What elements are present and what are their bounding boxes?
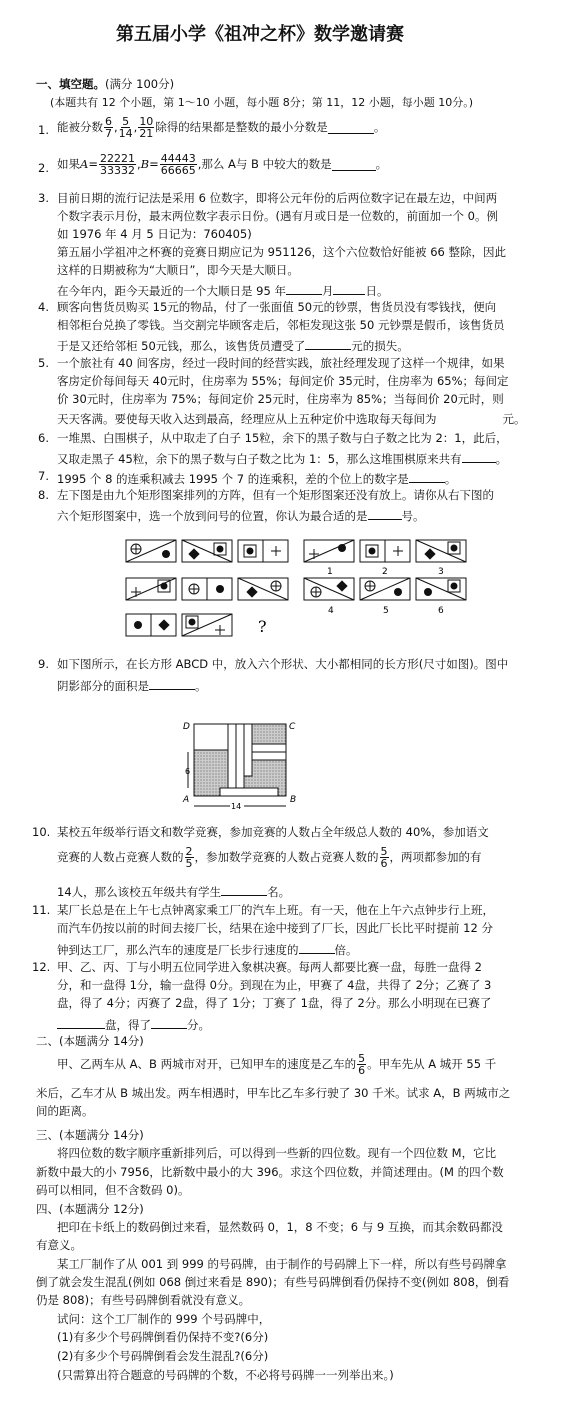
option-1[interactable] — [304, 540, 354, 562]
q3-line — [57, 283, 388, 298]
q9-line — [57, 678, 207, 693]
q11-l3b: 倍。 — [334, 943, 358, 957]
pattern-cell — [126, 614, 176, 636]
q2-text: 如果 A = $\frac{22221}{33332}$ , B = $\frac{44443}{66665}$ ,那么 A与 B 中较大的数是 。 — [57, 152, 388, 177]
page-title: 第五届小学《祖冲之杯》数学邀请赛 — [116, 24, 404, 45]
option-4[interactable] — [304, 578, 354, 600]
answer-blank[interactable] — [332, 158, 376, 171]
q8-l2b: 号。 — [401, 509, 425, 523]
q2-number: 2. — [38, 161, 49, 175]
q11-line — [57, 942, 358, 957]
fraction-2-5: $\frac{2}{5}$ — [185, 845, 193, 870]
answer-blank[interactable] — [462, 451, 496, 463]
answer-blank[interactable] — [57, 1017, 105, 1029]
fraction-10-21: $\frac{10}{21}$ — [139, 115, 154, 140]
q12-number: 12. — [32, 960, 51, 974]
q3-line: 这样的日期被称为“大顺日”，即今天是大顺日。 — [57, 263, 299, 277]
q7-number: 7. — [38, 469, 49, 483]
option-label: 6 — [438, 606, 444, 616]
option-label: 2 — [382, 567, 388, 577]
question-mark: ? — [258, 617, 267, 636]
s3-line: 码可以相同，但不含数码 0)。 — [36, 1183, 190, 1197]
var-b: B — [140, 156, 150, 171]
q3-l6b: 月 — [321, 284, 334, 298]
fraction-5-14: $\frac{5}{14}$ — [118, 115, 133, 140]
option-5[interactable] — [360, 578, 410, 600]
q12-line — [57, 1017, 210, 1032]
s4-line: 试问：这个工厂制作的 999 个号码牌中， — [57, 1312, 271, 1326]
section-3-heading: 三、(本题满分 14分) — [36, 1128, 144, 1142]
section-4-heading: 四、(本题满分 12分) — [36, 1202, 144, 1216]
answer-blank[interactable] — [149, 678, 195, 690]
s4-line: 某工厂制作了从 001 到 999 的号码牌，由于制作的号码牌上下一样，所以有些号码牌拿 — [57, 1257, 507, 1271]
pattern-cell — [182, 578, 232, 600]
q9-line: 如下图所示，在长方形 ABCD 中，放入六个形状、大小都相同的长方形(尺寸如图)。图中 — [57, 657, 509, 671]
q12-line: 甲、乙、丙、丁与小明五位同学进入象棋决赛。每两人都要比赛一盘，每胜一盘得 2 — [57, 960, 482, 974]
s2-l1b: 。甲车先从 A 城开 55 千 — [367, 1056, 497, 1071]
q4-line: 相邻柜台兑换了零钱。当交割完毕顾客走后，邻柜发现这张 50 元钞票是假币，该售货员 — [57, 318, 505, 332]
q10-number: 10. — [32, 825, 51, 839]
fraction-a: $\frac{22221}{33332}$ — [99, 152, 135, 177]
answer-blank[interactable] — [221, 884, 267, 896]
q9-l2b: 。 — [195, 679, 207, 693]
q12-l4a: 盘，得了 — [105, 1018, 151, 1032]
q2-post: ,那么 A与 B 中较大的数是 — [197, 156, 332, 171]
pattern-cell — [182, 614, 232, 636]
equals: = — [149, 156, 159, 171]
option-label: 4 — [328, 606, 334, 616]
s4-line: (2)有多少个号码牌倒看会发生混乱?(6分) — [57, 1349, 269, 1363]
equals: = — [88, 156, 98, 171]
answer-blank[interactable] — [286, 283, 322, 295]
q5-l4a: 天天客满。要使每天收入达到最高，经理应从上五种定价中选取每天每间为 — [57, 412, 437, 426]
q1-number: 1. — [38, 123, 49, 137]
q1-end: 。 — [373, 119, 386, 134]
section-1-score: (满分 100分) — [105, 77, 175, 91]
q3-line: 如 1976 年 4 月 5 日记为：760405) — [57, 227, 252, 241]
fraction-b: $\frac{44443}{66665}$ — [160, 152, 196, 177]
label-6: 6 — [185, 767, 191, 776]
s2-l1a: 甲、乙两车从 A、B 两城市对开，已知甲车的速度是乙车的 — [57, 1056, 357, 1071]
section-1-note: (本题共有 12 个小题，第 1～10 小题，每小题 8分；第 11，12 小题，每小题 10分。) — [50, 96, 474, 109]
q11-l3a: 钟到达工厂，那么汽车的速度是厂长步行速度的 — [57, 943, 299, 957]
q9-number: 9. — [38, 657, 49, 671]
answer-blank[interactable] — [151, 1017, 187, 1029]
var-a: A — [80, 156, 89, 171]
q8-line: 左下图是由九个矩形图案排列的方阵，但有一个矩形图案还没有放上。请你从右下图的 — [57, 488, 494, 502]
option-label: 1 — [327, 567, 333, 577]
q10-l2b: ，参加数学竞赛的人数占竞赛人数的 — [194, 849, 379, 864]
label-14: 14 — [231, 802, 242, 811]
q3-l6c: 日。 — [365, 284, 389, 298]
q1-post: 除得的结果都是整数的最小分数是 — [155, 119, 328, 134]
q4-number: 4. — [38, 300, 49, 314]
q12-line: 盘，得了 4分；丙赛了 2盘，得了 1分；丁赛了 1盘，得了 2分。那么小明现在已赛了 — [57, 996, 492, 1010]
answer-blank[interactable] — [333, 283, 365, 295]
q4-l3b: 元的损失。 — [351, 339, 409, 353]
q5-line: 客房定价每间每天 40元时，住房率为 55%；每间定价 35元时，住房率为 65%；每间定 — [57, 374, 509, 388]
q3-line: 目前日期的流行记法是采用 6 位数字，即将公元年份的后两位数字记在最左边，中间两 — [57, 191, 498, 205]
pattern-cell — [238, 578, 288, 600]
q3-line: 第五届小学祖冲之杯赛的竞赛日期应记为 951126，这个六位数恰好能被 66 整除，因此 — [57, 245, 506, 259]
section-2-heading: 二、(本题满分 14分) — [36, 1034, 144, 1048]
pattern-cell — [126, 540, 176, 562]
s2-line: 间的距离。 — [36, 1104, 94, 1118]
q4-line: 顾客向售货员购买 15元的物品，付了一张面值 50元的钞票，售货员没有零钱找，便向 — [57, 300, 497, 314]
answer-blank[interactable] — [409, 471, 445, 483]
q5-line: 一个旅社有 40 间客房，经过一段时间的经营实践，旅社经理发现了这样一个规律，如果 — [57, 356, 505, 370]
q10-l3b: 名。 — [267, 885, 291, 899]
q5-l4b: 元。 — [502, 412, 526, 426]
q11-line: 而汽车仍按以前的时间去接厂长，结果在途中接到了厂长，因此厂长比平时提前 12 分 — [57, 921, 493, 935]
q11-line: 某厂长总是在上午七点钟离家乘工厂的汽车上班。有一天，他在上午六点钟步行上班， — [57, 903, 494, 917]
q1-text: 能被分数 $\frac{6}{7}$ , $\frac{5}{14}$ , $\frac{10}{21}$ 除得的结果都是整数的最小分数是 。 — [57, 115, 386, 140]
s4-line: 倒了就会发生混乱(例如 068 倒过来看是 890)；有些号码牌倒看仍保持不变(例如 808，倒看 — [36, 1275, 510, 1289]
pattern-cell — [182, 540, 232, 562]
s4-line: 仍是 808)；有些号码牌倒看就没有意义。 — [36, 1293, 251, 1307]
q10-line — [57, 884, 290, 899]
q7-end: 。 — [444, 472, 457, 486]
q9-l2a: 阴影部分的面积是 — [57, 679, 149, 693]
q6-line — [57, 451, 507, 466]
fraction-5-6: $\frac{5}{6}$ — [380, 845, 388, 870]
s4-line: 有意义。 — [36, 1238, 82, 1252]
q5-line: 价 30元时，住房率为 75%；每间定价 25元时，住房率为 85%；当每间价 20元时，则 — [57, 392, 504, 406]
q12-line: 分，和一盘得 1分，输一盘得 0分。到现在为止，甲赛了 4盘，共得了 2分；乙赛了 3 — [57, 978, 492, 992]
q10-line — [57, 846, 482, 869]
rectangle-figure — [176, 716, 306, 812]
label-a: A — [183, 795, 190, 805]
q3-line: 个数字表示月份，最末两位数字表示日份。(遇有月或日是一位数的，前面加一个 0。例 — [57, 209, 498, 223]
label-b: B — [290, 795, 297, 805]
q2-pre: 如果 — [57, 156, 80, 171]
answer-blank[interactable] — [368, 508, 402, 520]
q7-line — [57, 471, 456, 486]
option-2[interactable] — [360, 540, 410, 562]
q4-l3a: 于是又还给邻柜 50元钱，那么，该售货员遭受了 — [57, 339, 306, 353]
s2-line: 米后，乙车才从 B 城出发。两车相遇时，甲车比乙车多行驶了 30 千米。试求 A，B 两城市之 — [36, 1086, 511, 1100]
section-1-heading — [36, 79, 174, 91]
q5-number: 5. — [38, 356, 49, 370]
q6-number: 6. — [38, 431, 49, 445]
s3-line: 将四位数的数字顺序重新排列后，可以得到一些新的四位数。现有一个四位数 M，它比 — [57, 1146, 497, 1160]
q6-l2a: 又取走黑子 45粒，余下的黑子数与白子数之比为 1：5，那么这堆围棋原来共有 — [57, 452, 462, 466]
fraction-5-6: $\frac{5}{6}$ — [358, 1052, 366, 1077]
option-3[interactable] — [416, 540, 466, 562]
answer-blank[interactable] — [299, 942, 335, 954]
answer-blank[interactable] — [305, 338, 351, 350]
answer-blank[interactable] — [437, 412, 503, 423]
s4-line: 把印在卡纸上的数码倒过来看，显然数码 0，1，8 不变；6 与 9 互换，而其余数码都没 — [57, 1220, 503, 1234]
s4-line: (1)有多少个号码牌倒看仍保持不变?(6分) — [57, 1330, 269, 1344]
q12-l4b: 分。 — [187, 1018, 210, 1032]
fraction-6-7: $\frac{6}{7}$ — [105, 115, 112, 140]
s2-line — [57, 1053, 496, 1076]
answer-blank[interactable] — [328, 121, 374, 134]
pattern-cell — [238, 540, 288, 562]
label-d: D — [183, 722, 190, 732]
q10-line: 某校五年级举行语文和数学竞赛，参加竞赛的人数占全年级总人数的 40%，参加语文 — [57, 825, 489, 839]
q8-l2a: 六个矩形图案中，选一个放到问号的位置，你认为最合适的是 — [57, 509, 368, 523]
option-6[interactable] — [416, 578, 466, 600]
q3-l6a: 在今年内，距今天最近的一个大顺日是 95 年 — [57, 284, 286, 298]
q2-end: 。 — [375, 156, 388, 171]
option-label: 3 — [438, 567, 444, 577]
q6-line: 一堆黑、白围棋子，从中取走了白子 15粒，余下的黑子数与白子数之比为 2：1，此后， — [57, 431, 508, 445]
pattern-figure — [120, 534, 480, 646]
q5-line — [57, 412, 526, 426]
q6-l2b: 。 — [495, 452, 508, 466]
q8-number: 8. — [38, 488, 49, 502]
section-1-label: 一、填空题。 — [36, 77, 105, 91]
option-label: 5 — [383, 606, 389, 616]
pattern-cell — [126, 578, 176, 600]
q10-l3a: 14人，那么该校五年级共有学生 — [57, 885, 222, 899]
q3-number: 3. — [38, 191, 49, 205]
s3-line: 新数中最大的小 7956，比新数中最小的大 396。求这个四位数，并简述理由。(M 的四个数 — [36, 1165, 504, 1179]
q8-line — [57, 508, 425, 523]
s4-line: (只需算出符合题意的号码牌的个数，不必将号码牌一一列举出来。) — [57, 1368, 394, 1382]
q1-pre: 能被分数 — [57, 119, 103, 134]
label-c: C — [289, 722, 296, 732]
q7-text: 1995 个 8 的连乘积减去 1995 个 7 的连乘积，差的个位上的数字是 — [57, 472, 409, 486]
q10-l2c: ，两项都参加的有 — [389, 849, 482, 864]
q10-l2a: 竞赛的人数占竞赛人数的 — [57, 849, 184, 864]
q11-number: 11. — [32, 903, 51, 917]
q4-line — [57, 338, 409, 353]
